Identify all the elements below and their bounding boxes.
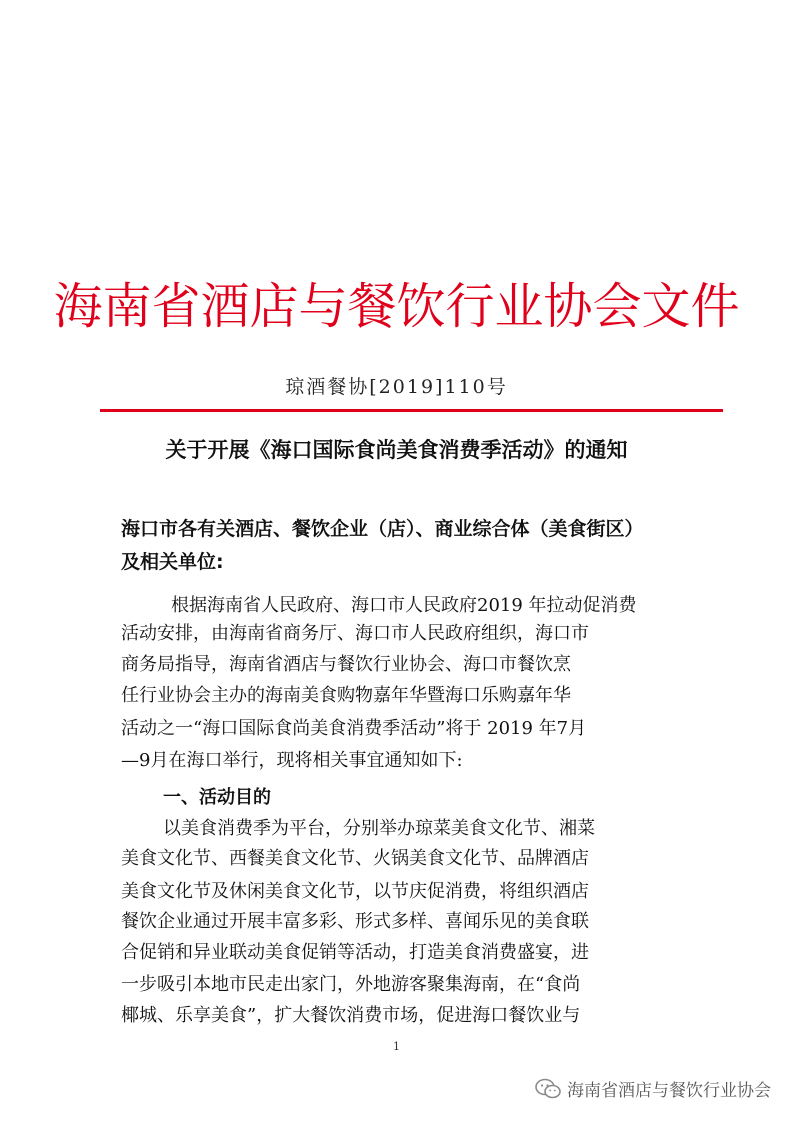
wechat-watermark xyxy=(535,1076,771,1101)
section-heading: 一、活动目的 xyxy=(163,787,271,808)
notice-title: 关于开展《海口国际食尚美食消费季活动》的通知 xyxy=(165,438,628,462)
body-text-line: 合促销和异业联动美食促销等活动，打造美食消费盛宴，进 xyxy=(121,942,589,963)
document-number: 琼酒餐协[2019]110号 xyxy=(285,376,508,398)
recipients-block xyxy=(121,513,681,579)
body-text-line: 椰城、乐享美食”，扩大餐饮消费市场，促进海口餐饮业与 xyxy=(121,1005,581,1026)
body-text-line: 活动安排，由海南省商务厅、海口市人民政府组织，海口市 xyxy=(121,623,589,644)
body-text-line: 根据海南省人民政府、海口市人民政府2019 年拉动促消费 xyxy=(171,595,637,616)
body-text-line: 美食文化节及休闲美食文化节，以节庆促消费，将组织酒店 xyxy=(121,881,589,902)
page-number: 1 xyxy=(393,1040,400,1053)
body-text-line: 餐饮企业通过开展丰富多彩、形式多样、喜闻乐见的美食联 xyxy=(121,911,589,932)
org-document-title: 海南省酒店与餐饮行业协会文件 xyxy=(53,278,740,335)
body-text-line: 活动之一“海口国际食尚美食消费季活动”将于 2019 年7月 xyxy=(121,718,587,739)
wechat-icon xyxy=(535,1078,561,1100)
body-text-line: 美食文化节、西餐美食文化节、火锅美食文化节、品牌酒店 xyxy=(121,848,589,869)
watermark-text: 海南省酒店与餐饮行业协会 xyxy=(567,1081,771,1101)
recipients-line: 海口市各有关酒店、餐饮企业（店）、商业综合体（美食街区） xyxy=(121,518,644,540)
body-text-line: 任行业协会主办的海南美食购物嘉年华暨海口乐购嘉年华 xyxy=(121,685,571,706)
body-text-line: 以美食消费季为平台，分别举办琼菜美食文化节、湘菜 xyxy=(163,818,595,839)
red-divider-line xyxy=(100,409,723,412)
recipients-line: 及相关单位: xyxy=(121,551,224,573)
body-text-line: 商务局指导，海南省酒店与餐饮行业协会、海口市餐饮烹 xyxy=(121,654,571,675)
body-text-line: —9月在海口举行，现将相关事宜通知如下: xyxy=(121,750,463,771)
body-text-line: 一步吸引本地市民走出家门，外地游客聚集海南，在“食尚 xyxy=(121,974,581,995)
